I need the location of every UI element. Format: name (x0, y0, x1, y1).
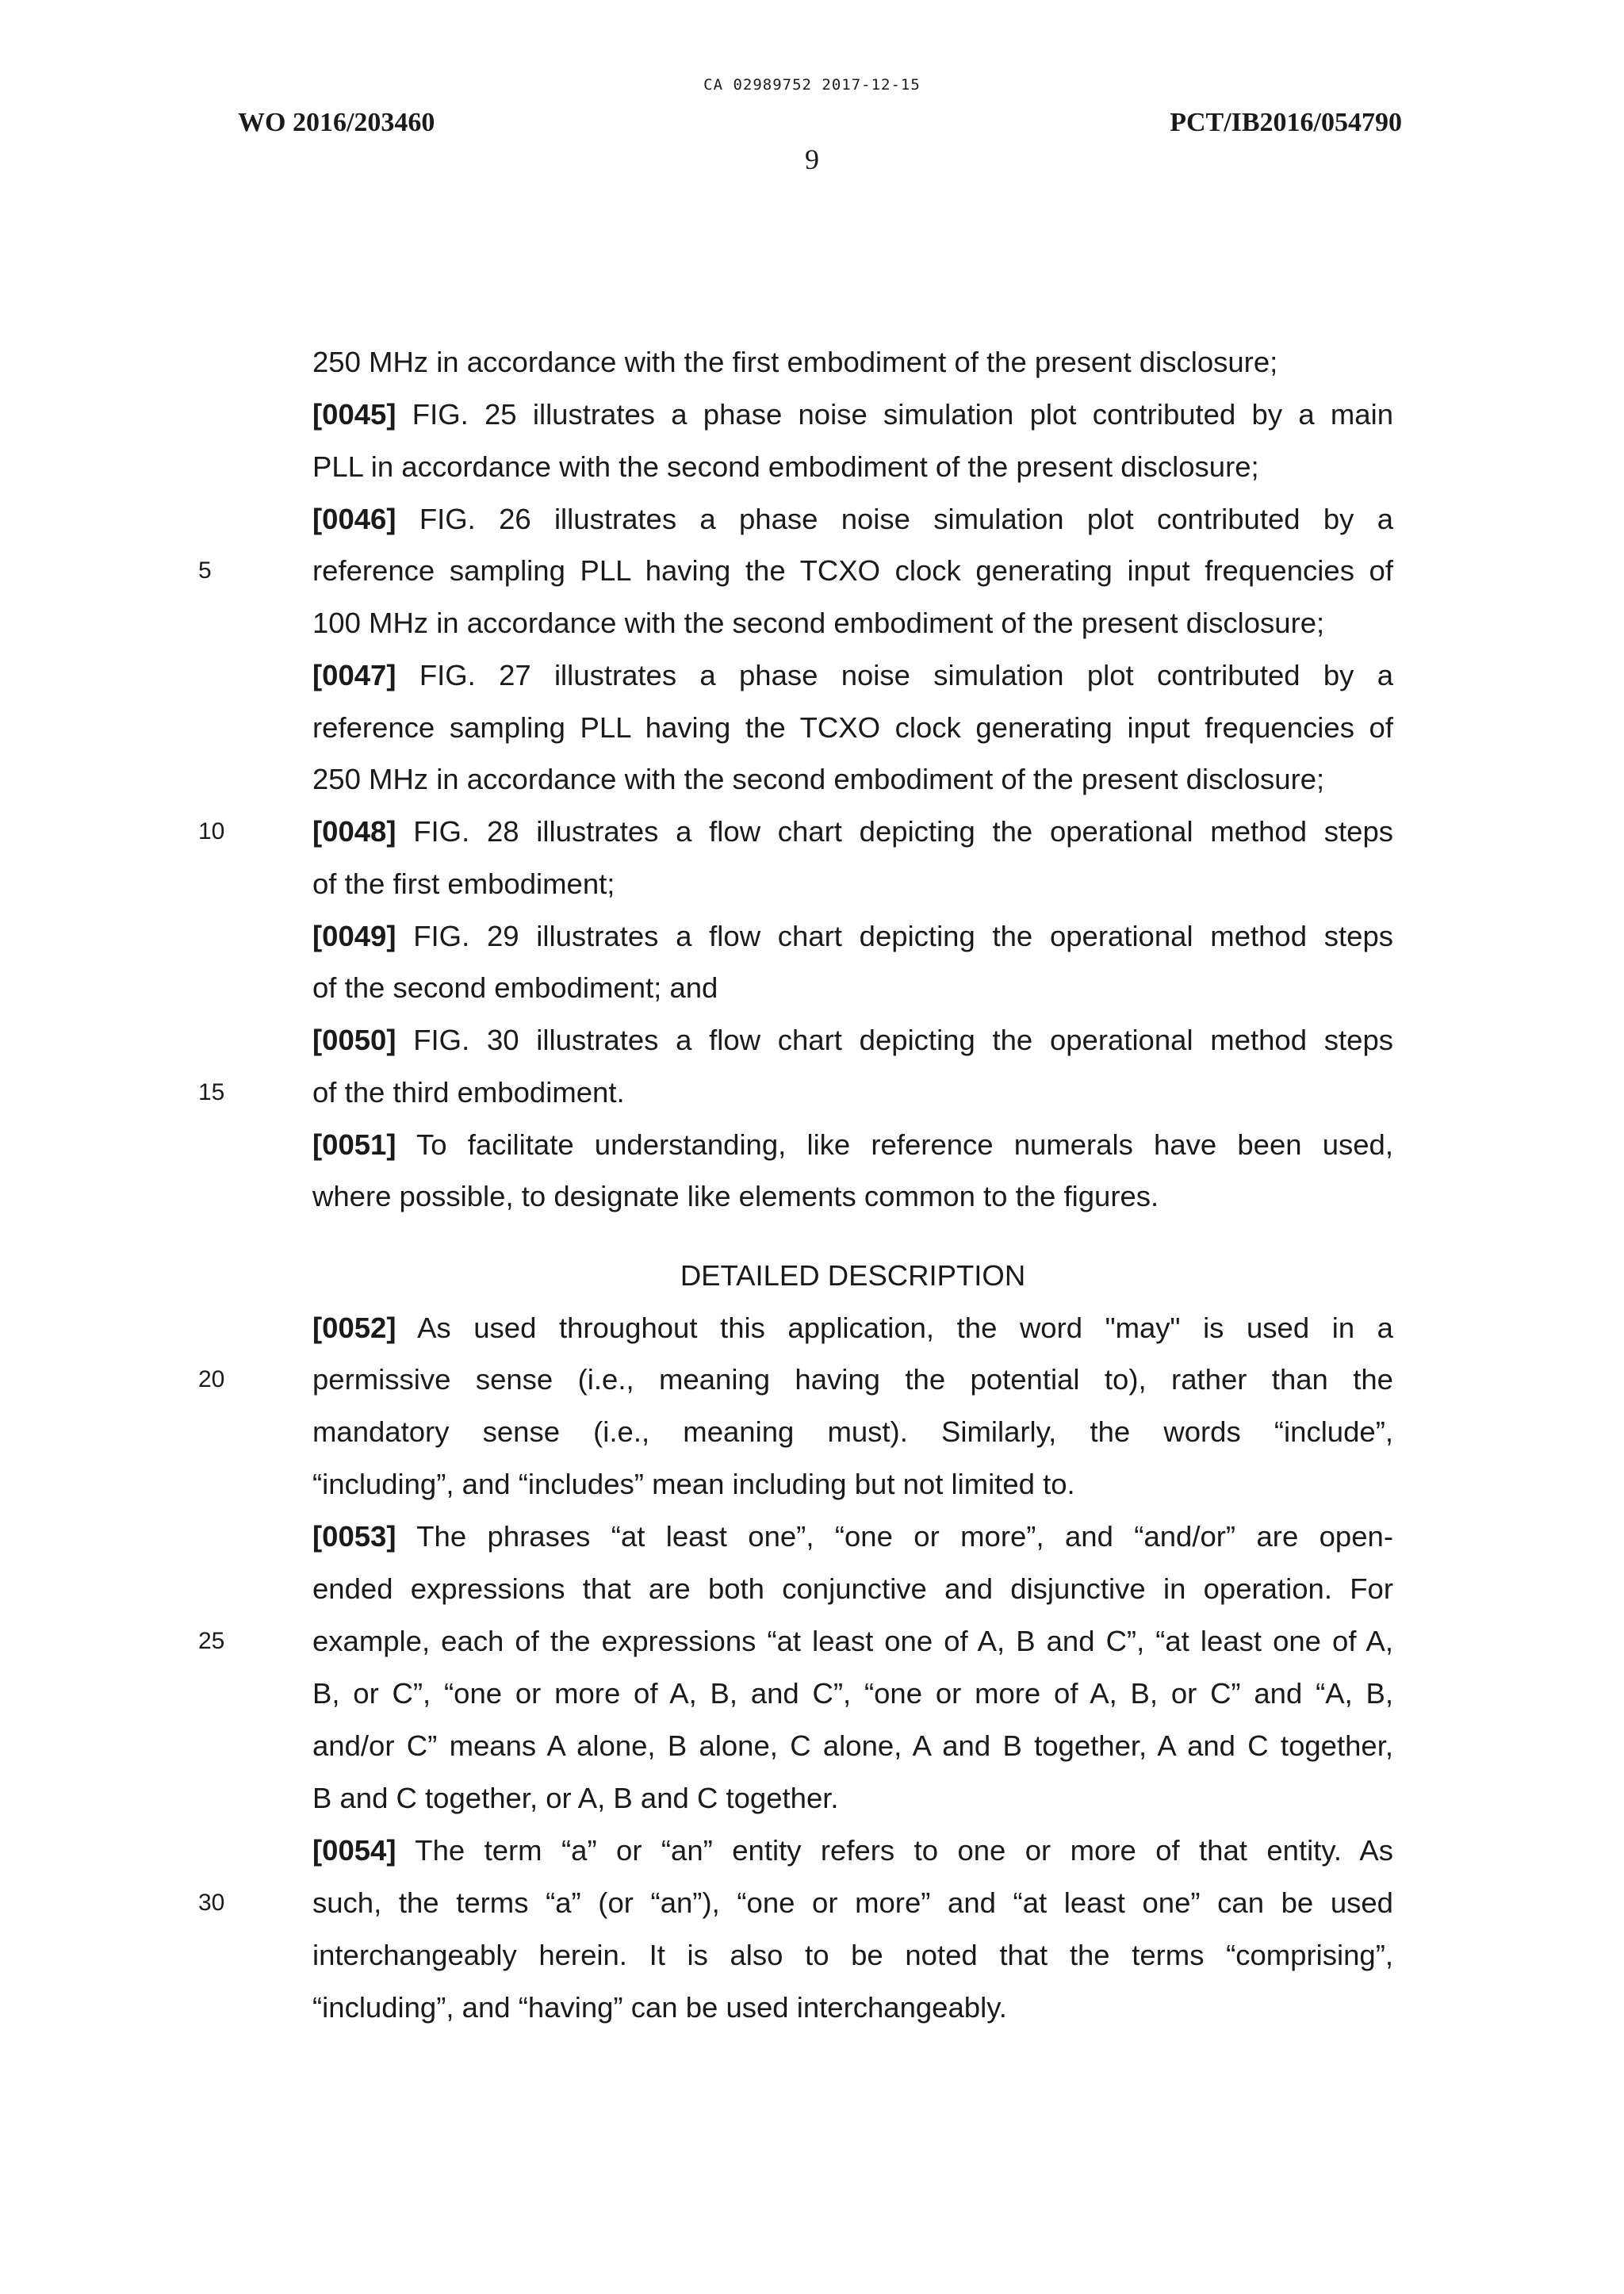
body-line: and/or C” means A alone, B alone, C alone, A and B together, A and C together, (312, 1729, 1393, 1762)
body-line: B, or C”, “one or more of A, B, and C”, “one or more of A, B, or C” and “A, B, (312, 1677, 1393, 1710)
body-line: 250 MHz in accordance with the first embodiment of the present disclosure; (312, 346, 1278, 378)
body-line: of the second embodiment; and (312, 971, 718, 1004)
paragraph-number: [0052] (312, 1312, 396, 1344)
publication-number: WO 2016/203460 (238, 108, 435, 137)
paragraph-0054: [0054] The term “a” or “an” entity refers to one or more of that entity. As (312, 1834, 1394, 1867)
paragraph-0045: [0045] FIG. 25 illustrates a phase noise simulation plot contributed by a main (312, 398, 1393, 431)
paragraph-0048: [0048] FIG. 28 illustrates a flow chart depicting the operational method steps (312, 815, 1393, 848)
paragraph-number: [0047] (312, 659, 396, 691)
paragraph-number: [0049] (312, 920, 396, 952)
body-line: “including”, and “includes” mean including but not limited to. (312, 1468, 1075, 1500)
paragraph-number: [0050] (312, 1024, 396, 1056)
paragraph-0052: [0052] As used throughout this application, the word "may" is used in a (312, 1312, 1393, 1344)
paragraph-0051: [0051] To facilitate understanding, like reference numerals have been used, (312, 1128, 1393, 1161)
body-line: mandatory sense (i.e., meaning must). Similarly, the words “include”, (312, 1415, 1393, 1448)
body-line: such, the terms “a” (or “an”), “one or more” and “at least one” can be used (312, 1886, 1393, 1919)
body-line: permissive sense (i.e., meaning having the potential to), rather than the (312, 1363, 1393, 1396)
paragraph-number: [0051] (312, 1128, 396, 1161)
body-line: of the third embodiment. (312, 1076, 625, 1109)
paragraph-0053: [0053] The phrases “at least one”, “one or more”, and “and/or” are open- (312, 1520, 1393, 1553)
application-number: PCT/IB2016/054790 (1170, 108, 1402, 137)
margin-line-number: 10 (198, 818, 225, 844)
paragraph-number: [0045] (312, 398, 396, 431)
margin-line-number: 30 (198, 1890, 225, 1916)
margin-line-number: 15 (198, 1079, 225, 1105)
body-line: interchangeably herein. It is also to be noted that the terms “comprising”, (312, 1939, 1393, 1971)
body-line: B and C together, or A, B and C together. (312, 1782, 839, 1814)
paragraph-number: [0046] (312, 503, 396, 535)
margin-line-number: 20 (198, 1366, 225, 1392)
margin-line-number: 25 (198, 1628, 225, 1654)
body-line: ended expressions that are both conjunctive and disjunctive in operation. For (312, 1572, 1393, 1605)
body-line: reference sampling PLL having the TCXO clock generating input frequencies of (312, 711, 1393, 744)
ca-filing-stamp: CA 02989752 2017-12-15 (703, 76, 921, 94)
margin-line-number: 5 (198, 557, 212, 584)
paragraph-0050: [0050] FIG. 30 illustrates a flow chart depicting the operational method steps (312, 1024, 1393, 1056)
body-line: where possible, to designate like elements common to the figures. (312, 1180, 1159, 1212)
body-line: example, each of the expressions “at least one of A, B and C”, “at least one of A, (312, 1625, 1393, 1657)
paragraph-0049: [0049] FIG. 29 illustrates a flow chart depicting the operational method steps (312, 920, 1393, 952)
body-line: of the first embodiment; (312, 867, 615, 900)
paragraph-number: [0053] (312, 1520, 396, 1553)
body-line: PLL in accordance with the second embodiment of the present disclosure; (312, 450, 1259, 483)
paragraph-0046: [0046] FIG. 26 illustrates a phase noise simulation plot contributed by a (312, 503, 1393, 535)
body-line: “including”, and “having” can be used interchangeably. (312, 1991, 1007, 2024)
paragraph-0047: [0047] FIG. 27 illustrates a phase noise simulation plot contributed by a (312, 659, 1393, 691)
body-line: 250 MHz in accordance with the second embodiment of the present disclosure; (312, 763, 1325, 795)
page-number: 9 (805, 144, 819, 175)
paragraph-number: [0048] (312, 815, 396, 848)
body-line: reference sampling PLL having the TCXO clock generating input frequencies of (312, 554, 1393, 587)
paragraph-number: [0054] (312, 1834, 396, 1867)
section-heading: DETAILED DESCRIPTION (680, 1259, 1026, 1292)
body-line: 100 MHz in accordance with the second embodiment of the present disclosure; (312, 607, 1325, 639)
